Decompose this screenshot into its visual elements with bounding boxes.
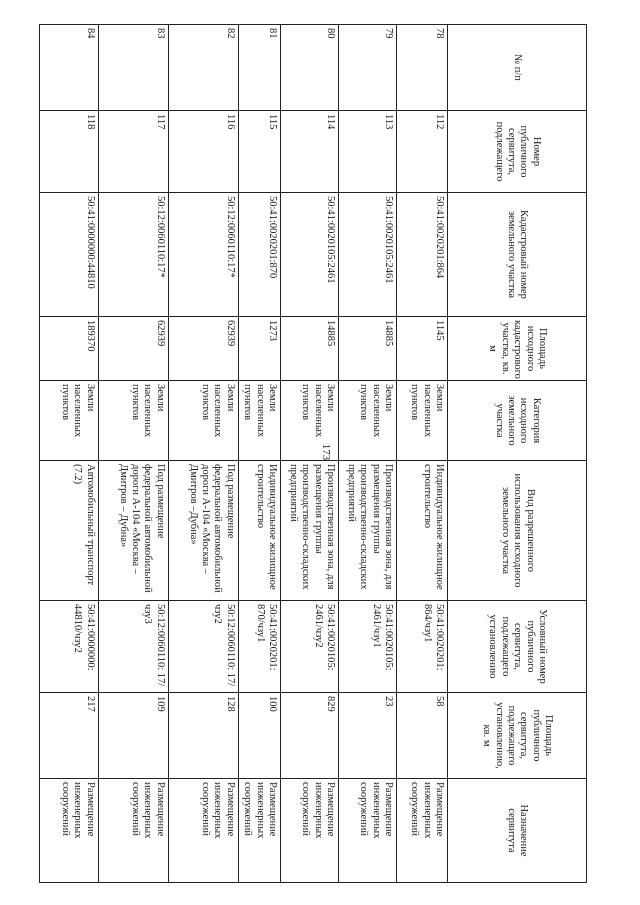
cell-area: 14885 <box>339 317 397 381</box>
header-cell: № п/п <box>448 25 587 111</box>
cell-purpose: Размещение инженерных сооружений <box>339 779 397 883</box>
cell-number: 80 <box>281 25 339 111</box>
cell-permitted-use: Автомобильный транспорт (7.2) <box>39 461 98 601</box>
cell-permitted-use: Индивидуальное жилищное строительство <box>238 461 280 601</box>
cell-number: 78 <box>397 25 448 111</box>
header-cell: Номер публичного сервитута, подлежащего <box>448 111 587 193</box>
cell-purpose: Размещение инженерных сооружений <box>39 779 98 883</box>
cell-area: 62939 <box>98 317 168 381</box>
cell-conditional-number: 50:41:0000000: 44810/чзу2 <box>39 601 98 693</box>
cell-conditional-number: 50:12:0060110: 17/чзу2 <box>168 601 238 693</box>
cell-conditional-number: 50:41:0020201: 870/чзу1 <box>238 601 280 693</box>
cell-number: 84 <box>39 25 98 111</box>
cell-cadastral-number: 50:12:0060110:17* <box>168 193 238 317</box>
table-row <box>281 25 339 883</box>
cell-purpose: Размещение инженерных сооружений <box>397 779 448 883</box>
cell-servitude-number: 118 <box>39 111 98 193</box>
header-cell: Категория исходного земельного участка <box>448 381 587 461</box>
cell-permitted-use: Под размещение федеральной автомобильной дороги А-104 «Москва – Дмитров – Дубна» <box>98 461 168 601</box>
table-header-row <box>448 25 587 883</box>
cell-number: 79 <box>339 25 397 111</box>
cell-servitude-area: 109 <box>98 693 168 779</box>
cell-category: Земли населенных пунктов <box>339 381 397 461</box>
cell-permitted-use: Под размещение федеральной автомобильной дороги А-104 «Москва – Дмитров –Дубна» <box>168 461 238 601</box>
cell-permitted-use: Индивидуальное жилищное строительство <box>397 461 448 601</box>
cell-area: 189370 <box>39 317 98 381</box>
header-cell: Вид разрешенного использования исходного земельного участка <box>448 461 587 601</box>
cell-category: Земли населенных пунктов <box>238 381 280 461</box>
header-cell: Назначение сервитута <box>448 779 587 883</box>
cell-conditional-number: 50:12:0060110: 17/чзу3 <box>98 601 168 693</box>
header-cell: Кадастровый номер земельного участка <box>448 193 587 317</box>
table-row <box>339 25 397 883</box>
cell-servitude-number: 115 <box>238 111 280 193</box>
cell-purpose: Размещение инженерных сооружений <box>168 779 238 883</box>
cell-number: 82 <box>168 25 238 111</box>
cell-cadastral-number: 50:41:0020105:2461 <box>339 193 397 317</box>
table-row <box>39 25 98 883</box>
table-row <box>98 25 168 883</box>
cell-permitted-use: Производственная зона, для размещения группы производственно-складских предприятий <box>339 461 397 601</box>
cell-purpose: Размещение инженерных сооружений <box>281 779 339 883</box>
cell-area: 1273 <box>238 317 280 381</box>
cell-purpose: Размещение инженерных сооружений <box>238 779 280 883</box>
header-cell: Условный номер публичного сервитута, подлежащего установлению <box>448 601 587 693</box>
servitude-table <box>39 24 587 883</box>
cell-cadastral-number: 50:41:0020201:864 <box>397 193 448 317</box>
cell-servitude-area: 128 <box>168 693 238 779</box>
cell-conditional-number: 50:41:0020105: 2461/чзу2 <box>281 601 339 693</box>
header-cell: Площадь исходного кадастрового участка, кв. м <box>448 317 587 381</box>
cell-servitude-area: 23 <box>339 693 397 779</box>
cell-conditional-number: 50:41:0020201: 864/чзу1 <box>397 601 448 693</box>
table-row <box>168 25 238 883</box>
cell-category: Земли населенных пунктов <box>397 381 448 461</box>
cell-conditional-number: 50:41:0020105: 2461/чзу1 <box>339 601 397 693</box>
cell-servitude-area: 829 <box>281 693 339 779</box>
header-cell: Площадь публичного сервитута, подлежащего установлению, кв. м <box>448 693 587 779</box>
cell-category: Земли населенных пунктов <box>281 381 339 461</box>
cell-purpose: Размещение инженерных сооружений <box>98 779 168 883</box>
cell-servitude-area: 100 <box>238 693 280 779</box>
cell-number: 81 <box>238 25 280 111</box>
cell-cadastral-number: 50:41:0000000:44810 <box>39 193 98 317</box>
cell-servitude-area: 58 <box>397 693 448 779</box>
cell-permitted-use: Производственная зона, для размещения группы производственно-складских предприятий <box>281 461 339 601</box>
cell-category: Земли населенных пунктов <box>39 381 98 461</box>
cell-cadastral-number: 50:41:0020105:2461 <box>281 193 339 317</box>
cell-area: 62939 <box>168 317 238 381</box>
document-table-rotated <box>40 24 587 882</box>
table-row <box>238 25 280 883</box>
cell-number: 83 <box>98 25 168 111</box>
cell-servitude-number: 113 <box>339 111 397 193</box>
cell-servitude-area: 217 <box>39 693 98 779</box>
cell-area: 14885 <box>281 317 339 381</box>
cell-cadastral-number: 50:41:0020201:870 <box>238 193 280 317</box>
cell-servitude-number: 117 <box>98 111 168 193</box>
cell-servitude-number: 112 <box>397 111 448 193</box>
page-number: 173 <box>320 443 332 461</box>
cell-area: 1145 <box>397 317 448 381</box>
table-row <box>397 25 448 883</box>
cell-category: Земли населенных пунктов <box>98 381 168 461</box>
cell-cadastral-number: 50:12:0060110:17* <box>98 193 168 317</box>
cell-category: Земли населенных пунктов <box>168 381 238 461</box>
cell-servitude-number: 116 <box>168 111 238 193</box>
cell-servitude-number: 114 <box>281 111 339 193</box>
